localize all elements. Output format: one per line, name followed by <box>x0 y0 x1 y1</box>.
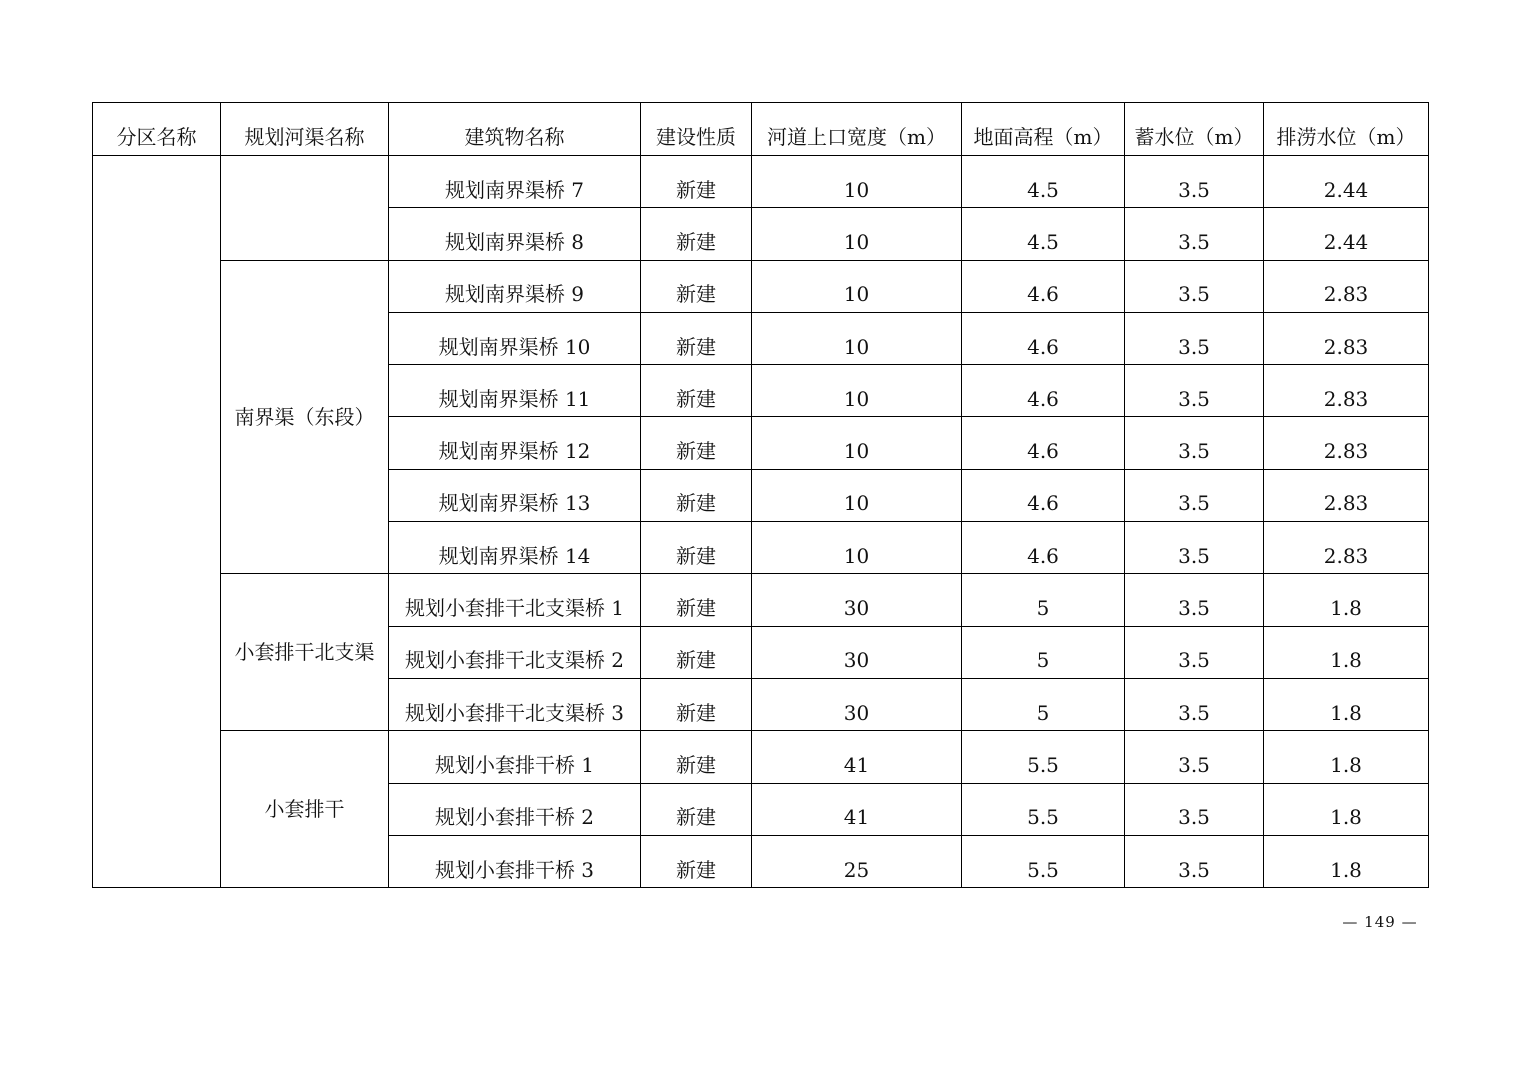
canal-name-cell: 南界渠（东段） <box>221 260 389 574</box>
channel-width-cell: 30 <box>752 574 962 626</box>
building-name-cell: 规划小套排干桥 2 <box>389 783 641 835</box>
drainage-level-cell: 2.83 <box>1264 312 1429 364</box>
channel-width-cell: 10 <box>752 156 962 208</box>
channel-width-cell: 10 <box>752 208 962 260</box>
ground-elevation-cell: 5.5 <box>962 835 1125 887</box>
bridge-table <box>92 102 1429 888</box>
ground-elevation-cell: 4.6 <box>962 312 1125 364</box>
building-name-cell: 规划南界渠桥 14 <box>389 522 641 574</box>
construction-type-cell: 新建 <box>641 835 752 887</box>
channel-width-cell: 10 <box>752 260 962 312</box>
construction-type-cell: 新建 <box>641 626 752 678</box>
table-body <box>93 156 1429 888</box>
storage-level-cell: 3.5 <box>1125 156 1264 208</box>
building-name-cell: 规划南界渠桥 13 <box>389 469 641 521</box>
ground-elevation-cell: 4.6 <box>962 365 1125 417</box>
canal-name-cell <box>221 156 389 261</box>
storage-level-cell: 3.5 <box>1125 678 1264 730</box>
storage-level-cell: 3.5 <box>1125 626 1264 678</box>
ground-elevation-cell: 5.5 <box>962 731 1125 783</box>
channel-width-cell: 10 <box>752 312 962 364</box>
building-name-cell: 规划南界渠桥 8 <box>389 208 641 260</box>
ground-elevation-cell: 5.5 <box>962 783 1125 835</box>
building-name-cell: 规划南界渠桥 12 <box>389 417 641 469</box>
page-number: — 149 — <box>1342 913 1418 931</box>
drainage-level-cell: 2.44 <box>1264 208 1429 260</box>
construction-type-cell: 新建 <box>641 156 752 208</box>
header-row <box>93 103 1429 156</box>
drainage-level-cell: 1.8 <box>1264 574 1429 626</box>
construction-type-cell: 新建 <box>641 312 752 364</box>
storage-level-cell: 3.5 <box>1125 312 1264 364</box>
channel-width-cell: 10 <box>752 417 962 469</box>
building-name-cell: 规划南界渠桥 10 <box>389 312 641 364</box>
header-type: 建设性质 <box>641 103 752 156</box>
construction-type-cell: 新建 <box>641 783 752 835</box>
drainage-level-cell: 1.8 <box>1264 835 1429 887</box>
building-name-cell: 规划小套排干桥 1 <box>389 731 641 783</box>
storage-level-cell: 3.5 <box>1125 417 1264 469</box>
drainage-level-cell: 2.83 <box>1264 260 1429 312</box>
construction-type-cell: 新建 <box>641 522 752 574</box>
channel-width-cell: 10 <box>752 365 962 417</box>
drainage-level-cell: 1.8 <box>1264 678 1429 730</box>
table-row <box>93 260 1429 312</box>
ground-elevation-cell: 5 <box>962 678 1125 730</box>
zone-cell <box>93 156 221 888</box>
construction-type-cell: 新建 <box>641 678 752 730</box>
drainage-level-cell: 2.83 <box>1264 365 1429 417</box>
ground-elevation-cell: 5 <box>962 574 1125 626</box>
construction-type-cell: 新建 <box>641 731 752 783</box>
canal-name-cell: 小套排干北支渠 <box>221 574 389 731</box>
table-row <box>93 574 1429 626</box>
construction-type-cell: 新建 <box>641 469 752 521</box>
building-name-cell: 规划小套排干桥 3 <box>389 835 641 887</box>
header-building: 建筑物名称 <box>389 103 641 156</box>
table-row <box>93 156 1429 208</box>
ground-elevation-cell: 5 <box>962 626 1125 678</box>
header-canal: 规划河渠名称 <box>221 103 389 156</box>
drainage-level-cell: 1.8 <box>1264 783 1429 835</box>
drainage-level-cell: 2.83 <box>1264 469 1429 521</box>
building-name-cell: 规划南界渠桥 11 <box>389 365 641 417</box>
ground-elevation-cell: 4.6 <box>962 260 1125 312</box>
header-width: 河道上口宽度（m） <box>752 103 962 156</box>
drainage-level-cell: 1.8 <box>1264 626 1429 678</box>
drainage-level-cell: 2.83 <box>1264 522 1429 574</box>
canal-name-cell: 小套排干 <box>221 731 389 888</box>
storage-level-cell: 3.5 <box>1125 574 1264 626</box>
channel-width-cell: 41 <box>752 783 962 835</box>
storage-level-cell: 3.5 <box>1125 731 1264 783</box>
header-storage: 蓄水位（m） <box>1125 103 1264 156</box>
ground-elevation-cell: 4.6 <box>962 522 1125 574</box>
header-zone: 分区名称 <box>93 103 221 156</box>
construction-type-cell: 新建 <box>641 574 752 626</box>
storage-level-cell: 3.5 <box>1125 365 1264 417</box>
ground-elevation-cell: 4.6 <box>962 417 1125 469</box>
construction-type-cell: 新建 <box>641 365 752 417</box>
channel-width-cell: 41 <box>752 731 962 783</box>
storage-level-cell: 3.5 <box>1125 469 1264 521</box>
ground-elevation-cell: 4.5 <box>962 156 1125 208</box>
header-ground: 地面高程（m） <box>962 103 1125 156</box>
drainage-level-cell: 2.44 <box>1264 156 1429 208</box>
building-name-cell: 规划小套排干北支渠桥 2 <box>389 626 641 678</box>
drainage-level-cell: 2.83 <box>1264 417 1429 469</box>
channel-width-cell: 30 <box>752 678 962 730</box>
building-name-cell: 规划小套排干北支渠桥 3 <box>389 678 641 730</box>
channel-width-cell: 10 <box>752 522 962 574</box>
storage-level-cell: 3.5 <box>1125 208 1264 260</box>
drainage-level-cell: 1.8 <box>1264 731 1429 783</box>
storage-level-cell: 3.5 <box>1125 260 1264 312</box>
building-name-cell: 规划南界渠桥 7 <box>389 156 641 208</box>
ground-elevation-cell: 4.5 <box>962 208 1125 260</box>
channel-width-cell: 30 <box>752 626 962 678</box>
header-drain: 排涝水位（m） <box>1264 103 1429 156</box>
storage-level-cell: 3.5 <box>1125 783 1264 835</box>
channel-width-cell: 10 <box>752 469 962 521</box>
table-row <box>93 731 1429 783</box>
construction-type-cell: 新建 <box>641 417 752 469</box>
storage-level-cell: 3.5 <box>1125 522 1264 574</box>
building-name-cell: 规划小套排干北支渠桥 1 <box>389 574 641 626</box>
channel-width-cell: 25 <box>752 835 962 887</box>
building-name-cell: 规划南界渠桥 9 <box>389 260 641 312</box>
construction-type-cell: 新建 <box>641 208 752 260</box>
construction-type-cell: 新建 <box>641 260 752 312</box>
storage-level-cell: 3.5 <box>1125 835 1264 887</box>
ground-elevation-cell: 4.6 <box>962 469 1125 521</box>
